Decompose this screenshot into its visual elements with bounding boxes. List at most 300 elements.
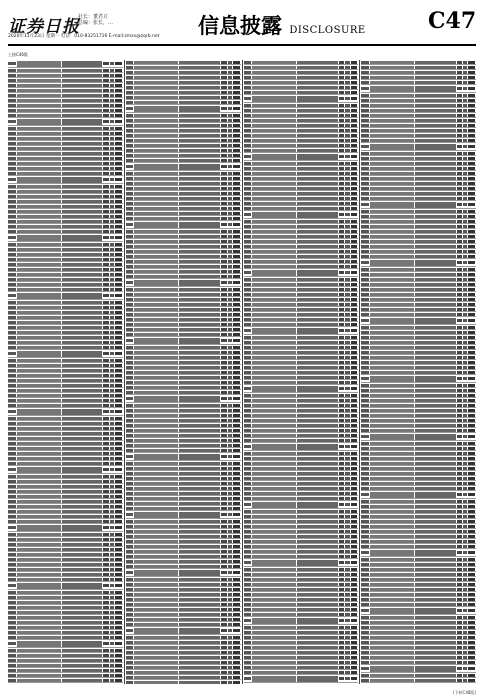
table-cell — [126, 535, 134, 538]
table-cell — [110, 167, 114, 170]
table-cell — [244, 641, 252, 644]
table-cell — [103, 152, 108, 155]
table-row — [361, 259, 476, 267]
table-cell — [415, 86, 456, 92]
table-cell — [297, 323, 338, 326]
table-cell — [110, 626, 114, 629]
table-cell — [339, 619, 344, 622]
table-cell — [228, 583, 232, 586]
table-cell — [8, 288, 16, 291]
table-cell — [463, 487, 467, 490]
table-cell — [62, 215, 103, 218]
table-cell — [134, 346, 178, 349]
table-cell — [110, 442, 114, 445]
table-cell — [244, 366, 252, 369]
table-cell — [134, 376, 178, 379]
table-cell — [103, 679, 108, 682]
table-cell — [370, 124, 414, 127]
table-cell — [370, 240, 414, 243]
table-cell — [351, 503, 358, 506]
table-cell — [339, 308, 344, 311]
table-cell — [62, 558, 103, 561]
table-cell — [351, 677, 358, 680]
table-cell — [233, 434, 240, 437]
table-cell — [126, 540, 134, 543]
table-cell — [244, 192, 252, 195]
table-cell — [221, 598, 226, 601]
table-cell — [126, 636, 134, 639]
table-cell — [115, 578, 122, 581]
table-cell — [221, 391, 226, 394]
table-cell — [17, 591, 61, 594]
table-cell — [252, 61, 296, 64]
table-cell — [103, 114, 108, 117]
table-cell — [361, 303, 369, 306]
table-cell — [457, 124, 462, 127]
table-cell — [415, 616, 456, 619]
table-cell — [110, 417, 114, 420]
table-cell — [457, 308, 462, 311]
table-cell — [8, 601, 16, 604]
table-cell — [463, 66, 467, 69]
table-cell — [415, 255, 456, 258]
table-cell — [179, 429, 220, 432]
table-cell — [252, 197, 296, 200]
table-cell — [17, 306, 61, 309]
table-cell — [345, 530, 349, 533]
table-cell — [221, 472, 226, 475]
table-cell — [62, 626, 103, 629]
table-cell — [103, 442, 108, 445]
table-cell — [252, 341, 296, 344]
table-cell — [179, 661, 220, 664]
table-cell — [115, 591, 122, 594]
table-cell — [221, 583, 226, 586]
table-cell — [361, 230, 369, 233]
table-cell — [339, 155, 344, 158]
table-cell — [62, 177, 103, 183]
table-cell — [339, 260, 344, 263]
table-cell — [126, 165, 134, 168]
table-cell — [468, 230, 475, 233]
table-cell — [351, 220, 358, 223]
table-cell — [115, 394, 122, 397]
table-cell — [8, 578, 16, 581]
table-cell — [468, 152, 475, 155]
table-cell — [361, 87, 369, 90]
table-cell — [179, 96, 220, 99]
table-cell — [126, 96, 134, 99]
table-cell — [103, 132, 108, 135]
table-cell — [134, 275, 178, 278]
table-cell — [179, 651, 220, 654]
table-cell — [221, 339, 226, 342]
table-cell — [221, 676, 226, 679]
table-cell — [62, 210, 103, 213]
table-cell — [8, 417, 16, 420]
table-cell — [228, 482, 232, 485]
table-cell — [351, 394, 358, 397]
table-cell — [134, 91, 178, 94]
table-cell — [468, 447, 475, 450]
table-cell — [221, 588, 226, 591]
table-cell — [110, 480, 114, 483]
table-cell — [62, 311, 103, 314]
table-cell — [339, 677, 344, 680]
table-cell — [62, 548, 103, 551]
table-cell — [115, 294, 122, 297]
table-cell — [351, 636, 358, 639]
table-cell — [457, 119, 462, 122]
table-cell — [62, 432, 103, 435]
table-cell — [103, 379, 108, 382]
table-cell — [115, 422, 122, 425]
table-cell — [134, 260, 178, 263]
table-cell — [463, 578, 467, 581]
table-cell — [126, 192, 134, 195]
table-cell — [351, 545, 358, 548]
table-cell — [370, 409, 414, 412]
table-cell — [62, 142, 103, 145]
table-cell — [351, 608, 358, 611]
table-cell — [457, 182, 462, 185]
table-cell — [351, 235, 358, 238]
table-cell — [233, 255, 240, 258]
table-cell — [134, 434, 178, 437]
table-cell — [297, 91, 338, 94]
table-cell — [297, 376, 338, 379]
table-cell — [110, 236, 114, 239]
column-divider — [124, 60, 125, 684]
table-cell — [134, 555, 178, 558]
table-cell — [17, 558, 61, 561]
table-cell — [126, 351, 134, 354]
table-cell — [62, 114, 103, 117]
table-cell — [179, 502, 220, 505]
table-cell — [345, 323, 349, 326]
table-cell — [110, 114, 114, 117]
table-cell — [62, 137, 103, 140]
table-cell — [179, 535, 220, 538]
table-cell — [179, 641, 220, 644]
table-cell — [179, 376, 220, 379]
table-cell — [134, 560, 178, 563]
table-cell — [126, 434, 134, 437]
table-cell — [244, 482, 252, 485]
table-cell — [370, 631, 414, 634]
table-cell — [134, 323, 178, 326]
table-cell — [457, 646, 462, 649]
table-cell — [221, 535, 226, 538]
table-cell — [17, 563, 61, 566]
table-cell — [110, 172, 114, 175]
table-row — [244, 559, 359, 567]
table-cell — [339, 182, 344, 185]
table-cell — [339, 387, 344, 390]
table-cell — [361, 500, 369, 503]
table-cell — [297, 598, 338, 601]
table-cell — [463, 377, 467, 380]
table-cell — [228, 545, 232, 548]
table-cell — [179, 187, 220, 190]
table-cell — [244, 515, 252, 518]
table-cell — [110, 490, 114, 493]
table-cell — [297, 545, 338, 548]
table-cell — [370, 472, 414, 475]
table-cell — [415, 434, 456, 440]
table-cell — [468, 303, 475, 306]
table-cell — [126, 530, 134, 533]
table-cell — [345, 409, 349, 412]
table-cell — [179, 404, 220, 407]
table-cell — [103, 258, 108, 261]
table-cell — [62, 684, 103, 685]
table-cell — [370, 351, 414, 354]
table-cell — [370, 66, 414, 69]
table-cell — [244, 477, 252, 480]
table-cell — [179, 260, 220, 263]
table-cell — [228, 598, 232, 601]
table-cell — [179, 608, 220, 611]
table-cell — [468, 172, 475, 175]
table-cell — [228, 535, 232, 538]
table-cell — [252, 492, 296, 495]
table-cell — [370, 278, 414, 281]
table-cell — [110, 225, 114, 228]
table-cell — [457, 99, 462, 102]
table-cell — [126, 245, 134, 248]
table-cell — [179, 550, 220, 553]
table-cell — [126, 588, 134, 591]
table-row — [8, 234, 123, 242]
table-cell — [134, 535, 178, 538]
table-cell — [126, 144, 134, 147]
table-cell — [221, 492, 226, 495]
table-cell — [351, 366, 358, 369]
table-cell — [233, 114, 240, 117]
table-row — [126, 221, 241, 229]
table-cell — [62, 583, 103, 589]
table-cell — [244, 684, 252, 685]
table-cell — [17, 462, 61, 465]
table-cell — [351, 91, 358, 94]
table-cell — [351, 207, 358, 210]
table-cell — [345, 515, 349, 518]
table-cell — [415, 104, 456, 107]
table-cell — [233, 462, 240, 465]
table-cell — [62, 94, 103, 97]
table-cell — [228, 455, 232, 458]
table-cell — [103, 74, 108, 77]
table-cell — [361, 573, 369, 576]
table-cell — [134, 439, 178, 442]
table-cell — [252, 361, 296, 364]
table-cell — [252, 124, 296, 127]
table-cell — [361, 609, 369, 612]
table-cell — [179, 396, 220, 402]
table-cell — [8, 230, 16, 233]
table-cell — [221, 275, 226, 278]
table-cell — [126, 303, 134, 306]
table-cell — [134, 502, 178, 505]
table-cell — [252, 429, 296, 432]
table-cell — [468, 134, 475, 137]
table-cell — [228, 182, 232, 185]
table-cell — [463, 119, 467, 122]
table-cell — [351, 139, 358, 142]
table-cell — [115, 331, 122, 334]
table-cell — [361, 187, 369, 190]
table-cell — [134, 106, 178, 112]
table-cell — [8, 142, 16, 145]
table-cell — [8, 62, 16, 65]
table-cell — [179, 462, 220, 465]
table-cell — [115, 374, 122, 377]
table-cell — [339, 230, 344, 233]
table-cell — [103, 437, 108, 440]
table-cell — [115, 341, 122, 344]
table-cell — [103, 427, 108, 430]
table-cell — [351, 155, 358, 158]
table-cell — [221, 134, 226, 137]
table-cell — [126, 119, 134, 122]
table-cell — [115, 326, 122, 329]
table-cell — [233, 293, 240, 296]
table-cell — [221, 593, 226, 596]
table-cell — [17, 268, 61, 271]
table-cell — [361, 389, 369, 392]
table-cell — [361, 162, 369, 165]
table-cell — [252, 613, 296, 616]
table-cell — [468, 182, 475, 185]
table-cell — [244, 497, 252, 500]
table-cell — [8, 190, 16, 193]
table-cell — [8, 505, 16, 508]
table-cell — [361, 457, 369, 460]
table-cell — [8, 137, 16, 140]
table-cell — [415, 260, 456, 266]
table-cell — [457, 472, 462, 475]
table-cell — [415, 608, 456, 614]
table-cell — [110, 510, 114, 513]
table-cell — [103, 248, 108, 251]
table-cell — [339, 66, 344, 69]
table-cell — [115, 258, 122, 261]
table-cell — [351, 144, 358, 147]
table-cell — [233, 540, 240, 543]
table-cell — [339, 462, 344, 465]
table-cell — [252, 162, 296, 165]
table-cell — [233, 449, 240, 452]
table-cell — [228, 318, 232, 321]
table-cell — [252, 588, 296, 591]
table-cell — [244, 245, 252, 248]
table-cell — [463, 220, 467, 223]
table-cell — [8, 674, 16, 677]
table-cell — [115, 162, 122, 165]
table-cell — [370, 568, 414, 571]
table-cell — [345, 182, 349, 185]
table-cell — [103, 611, 108, 614]
table-cell — [228, 409, 232, 412]
table-cell — [463, 283, 467, 286]
table-cell — [8, 200, 16, 203]
table-cell — [115, 253, 122, 256]
table-cell — [351, 149, 358, 152]
table-cell — [463, 273, 467, 276]
table-cell — [339, 303, 344, 306]
table-cell — [103, 654, 108, 657]
table-cell — [179, 560, 220, 563]
table-cell — [103, 636, 108, 639]
table-cell — [361, 129, 369, 132]
table-cell — [297, 560, 338, 566]
table-cell — [17, 616, 61, 619]
table-cell — [179, 593, 220, 596]
table-cell — [457, 172, 462, 175]
table-cell — [463, 371, 467, 374]
table-cell — [463, 467, 467, 470]
table-cell — [361, 215, 369, 218]
table-cell — [8, 432, 16, 435]
table-cell — [457, 520, 462, 523]
table-cell — [110, 374, 114, 377]
table-cell — [126, 641, 134, 644]
table-cell — [179, 134, 220, 137]
table-cell — [126, 129, 134, 132]
table-cell — [103, 616, 108, 619]
table-cell — [8, 389, 16, 392]
table-cell — [110, 94, 114, 97]
table-cell — [463, 203, 467, 206]
table-cell — [370, 157, 414, 160]
table-cell — [297, 351, 338, 354]
table-cell — [297, 134, 338, 137]
table-cell — [179, 444, 220, 447]
table-cell — [415, 419, 456, 422]
table-cell — [415, 177, 456, 180]
table-cell — [17, 311, 61, 314]
table-cell — [126, 583, 134, 586]
table-cell — [297, 177, 338, 180]
table-cell — [345, 134, 349, 137]
table-cell — [228, 434, 232, 437]
table-cell — [110, 515, 114, 518]
table-cell — [62, 490, 103, 493]
table-cell — [126, 61, 134, 64]
table-cell — [103, 533, 108, 536]
table-cell — [8, 410, 16, 413]
table-cell — [17, 195, 61, 198]
table-cell — [126, 197, 134, 200]
table-cell — [8, 352, 16, 355]
table-row — [361, 549, 476, 557]
table-cell — [233, 172, 240, 175]
table-cell — [351, 626, 358, 629]
table-cell — [351, 381, 358, 384]
table-cell — [252, 646, 296, 649]
table-cell — [110, 596, 114, 599]
table-cell — [17, 432, 61, 435]
table-cell — [339, 578, 344, 581]
table-cell — [457, 377, 462, 380]
table-cell — [345, 631, 349, 634]
table-cell — [351, 550, 358, 553]
table-cell — [345, 482, 349, 485]
table-cell — [463, 124, 467, 127]
table-cell — [115, 359, 122, 362]
table-cell — [370, 371, 414, 374]
